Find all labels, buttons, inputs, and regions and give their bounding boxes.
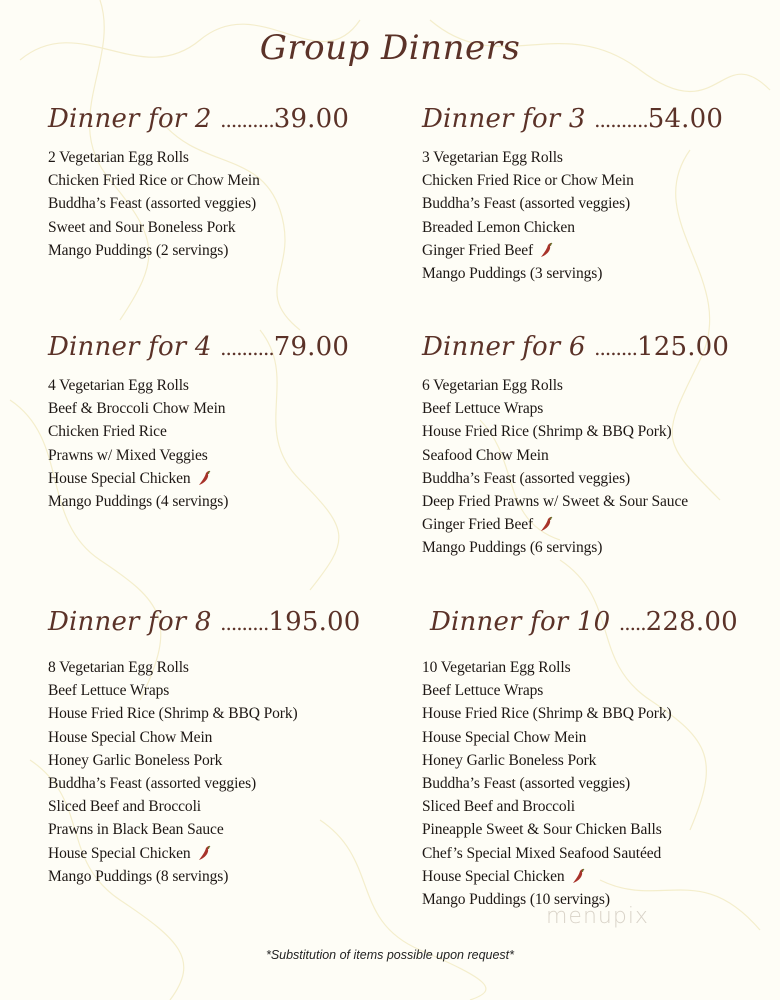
menu-item — [48, 842, 361, 865]
menu-item — [422, 169, 723, 192]
section-heading — [422, 104, 723, 135]
menu-item — [422, 536, 729, 559]
chili-pepper-icon — [197, 470, 211, 486]
menu-item — [48, 818, 361, 841]
section-heading — [422, 607, 738, 638]
menu-item-text: Sliced Beef and Broccoli — [422, 798, 575, 816]
menu-item-text: Buddha’s Feast (assorted veggies) — [422, 774, 631, 792]
menu-item — [422, 772, 738, 795]
menu-item-text: House Special Chicken — [48, 844, 191, 862]
menu-item-text: Beef Lettuce Wraps — [48, 682, 170, 700]
menu-item — [48, 239, 349, 262]
menu-item-text: Sweet and Sour Boneless Pork — [48, 218, 236, 236]
chili-pepper-icon — [571, 868, 585, 884]
menu-item — [48, 865, 361, 888]
menu-item-text: 4 Vegetarian Egg Rolls — [48, 377, 189, 394]
menu-item — [48, 146, 349, 169]
menu-item — [48, 192, 349, 215]
menu-item — [422, 842, 738, 865]
menu-item — [422, 444, 729, 467]
leader-dots: .......... — [594, 108, 648, 132]
item-list — [48, 374, 349, 513]
menu-item — [48, 656, 361, 679]
menu-item-text: 6 Vegetarian Egg Rolls — [422, 377, 563, 394]
section-price: 228.00 — [645, 607, 738, 637]
menu-item-text: Pineapple Sweet & Sour Chicken Balls — [422, 821, 662, 839]
menu-item-text: House Fried Rice (Shrimp & BBQ Pork) — [422, 423, 672, 441]
menu-item-text: Ginger Fried Beef — [422, 241, 534, 259]
menu-item — [422, 818, 738, 841]
menu-item-text: Prawns w/ Mixed Veggies — [48, 446, 208, 464]
menu-item-text: Mango Puddings (8 servings) — [48, 867, 229, 885]
menu-item — [422, 795, 738, 818]
menu-item-text: 10 Vegetarian Egg Rolls — [422, 659, 571, 676]
menu-item — [422, 239, 723, 262]
menu-item-text: Buddha’s Feast (assorted veggies) — [422, 195, 631, 213]
menu-item — [422, 397, 729, 420]
section-heading — [422, 332, 729, 363]
section-name: Dinner for 2 — [48, 104, 212, 134]
menu-item-text: Deep Fried Prawns w/ Sweet & Sour Sauce — [422, 492, 689, 510]
menu-item-text: Mango Puddings (2 servings) — [48, 241, 229, 259]
menu-item — [48, 679, 361, 702]
menu-item-text: Chef’s Special Mixed Seafood Sautéed — [422, 844, 662, 862]
menu-item — [422, 702, 738, 725]
menu-item-text: Prawns in Black Bean Sauce — [48, 821, 224, 839]
item-list — [422, 374, 729, 560]
menu-item — [48, 169, 349, 192]
menu-item — [48, 374, 349, 397]
menu-item — [422, 262, 723, 285]
menu-item — [48, 772, 361, 795]
page-title: Group Dinners — [259, 28, 521, 68]
menu-item — [422, 749, 738, 772]
item-list — [422, 656, 738, 911]
menu-item — [48, 467, 349, 490]
menu-item — [422, 374, 729, 397]
menu-item-text: Honey Garlic Boneless Pork — [422, 751, 597, 769]
section-heading — [48, 332, 349, 363]
menu-item — [48, 444, 349, 467]
item-list — [48, 656, 361, 888]
menu-item-text: 3 Vegetarian Egg Rolls — [422, 149, 563, 166]
menu-item — [48, 420, 349, 443]
menu-item-text: House Special Chow Mein — [422, 728, 587, 746]
menu-item-text: Buddha’s Feast (assorted veggies) — [48, 774, 257, 792]
section-name: Dinner for 4 — [48, 332, 212, 362]
menu-item-text: House Special Chow Mein — [48, 728, 213, 746]
menu-section-dinner-for-2 — [48, 104, 349, 262]
menu-item-text: Breaded Lemon Chicken — [422, 218, 575, 236]
menu-item-text: 8 Vegetarian Egg Rolls — [48, 659, 189, 676]
menu-item-text: Chicken Fried Rice or Chow Mein — [422, 172, 634, 190]
menu-item — [422, 467, 729, 490]
menu-item-text: House Special Chicken — [422, 867, 565, 885]
menu-item-text: Beef & Broccoli Chow Mein — [48, 400, 226, 418]
menu-item-text: Ginger Fried Beef — [422, 516, 534, 534]
menu-section-dinner-for-3 — [422, 104, 723, 285]
menu-item-text: 2 Vegetarian Egg Rolls — [48, 149, 189, 166]
menu-item — [422, 679, 738, 702]
item-list — [422, 146, 723, 285]
menu-item-text: Seafood Chow Mein — [422, 446, 549, 464]
item-list — [48, 146, 349, 262]
menu-item — [422, 192, 723, 215]
section-name: Dinner for 3 — [422, 104, 586, 134]
section-name: Dinner for 10 — [430, 607, 611, 637]
menu-item — [48, 397, 349, 420]
menu-item — [422, 216, 723, 239]
section-heading — [48, 607, 361, 638]
chili-pepper-icon — [539, 242, 553, 258]
menu-item-text: Mango Puddings (3 servings) — [422, 264, 603, 282]
menu-item — [48, 749, 361, 772]
menu-section-dinner-for-4 — [48, 332, 349, 513]
menu-item — [48, 490, 349, 513]
section-price: 125.00 — [636, 332, 730, 362]
menu-item-text: House Fried Rice (Shrimp & BBQ Pork) — [422, 705, 672, 723]
menu-item-text: Chicken Fried Rice or Chow Mein — [48, 172, 260, 190]
section-heading — [48, 104, 349, 135]
menu-item-text: Buddha’s Feast (assorted veggies) — [48, 195, 257, 213]
leader-dots: ......... — [220, 611, 269, 635]
section-name: Dinner for 8 — [48, 607, 212, 637]
section-price: 39.00 — [273, 104, 350, 134]
menu-item — [422, 490, 729, 513]
menu-item-text: House Special Chicken — [48, 469, 191, 487]
section-price: 195.00 — [268, 607, 361, 637]
menu-section-dinner-for-10 — [422, 607, 738, 911]
menu-item-text: Honey Garlic Boneless Pork — [48, 751, 223, 769]
substitution-footnote: *Substitution of items possible upon request* — [265, 948, 515, 962]
menu-item — [422, 726, 738, 749]
menu-item-text: Mango Puddings (10 servings) — [422, 890, 610, 908]
menu-item-text: Beef Lettuce Wraps — [422, 682, 544, 700]
chili-pepper-icon — [197, 845, 211, 861]
menu-item — [422, 420, 729, 443]
section-price: 54.00 — [647, 104, 724, 134]
leader-dots: ........ — [594, 336, 637, 360]
section-name: Dinner for 6 — [422, 332, 586, 362]
menu-item — [48, 795, 361, 818]
menu-section-dinner-for-8 — [48, 607, 361, 888]
chili-pepper-icon — [539, 516, 553, 532]
menu-item — [48, 702, 361, 725]
menu-item-text: Mango Puddings (4 servings) — [48, 492, 229, 510]
watermark: menupix — [546, 904, 649, 929]
menu-item — [422, 865, 738, 888]
menu-item — [422, 656, 738, 679]
menu-item — [48, 216, 349, 239]
leader-dots: .......... — [220, 108, 274, 132]
menu-item-text: Mango Puddings (6 servings) — [422, 539, 603, 557]
menu-item-text: Buddha’s Feast (assorted veggies) — [422, 469, 631, 487]
menu-section-dinner-for-6 — [422, 332, 729, 560]
menu-item-text: Sliced Beef and Broccoli — [48, 798, 201, 816]
menu-item-text: Beef Lettuce Wraps — [422, 400, 544, 418]
leader-dots: .......... — [220, 336, 274, 360]
menu-item — [48, 726, 361, 749]
menu-item-text: Chicken Fried Rice — [48, 423, 167, 441]
menu-item-text: House Fried Rice (Shrimp & BBQ Pork) — [48, 705, 298, 723]
menu-item — [422, 146, 723, 169]
section-price: 79.00 — [273, 332, 350, 362]
menu-item — [422, 513, 729, 536]
leader-dots: ..... — [618, 611, 646, 635]
